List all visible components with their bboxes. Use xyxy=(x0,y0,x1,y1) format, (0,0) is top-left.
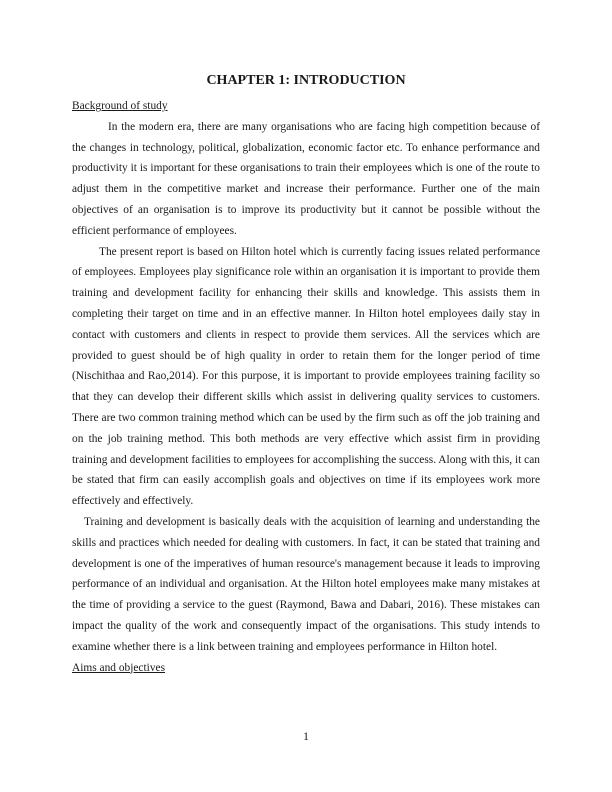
section-heading-background: Background of study xyxy=(72,100,168,112)
paragraph-training-development: Training and development is basically deals with the acquisition of learning and understanding the skills and practices which needed for dealing with customers. In fact, it can be stated that training and development is one of the imperatives of human resource's management because it leads to improving performance of an individual and organisation. At the Hilton hotel employees make many mistakes at the time of providing a service to the guest (Raymond, Bawa and Dabari, 2016). These mistakes can impact the quality of the work and consequently impact of the organisations. This study intends to examine whether there is a link between training and employees performance in Hilton hotel. xyxy=(72,515,540,653)
section-heading-aims: Aims and objectives xyxy=(72,661,166,674)
page-number: 1 xyxy=(303,729,309,743)
page-content xyxy=(72,72,540,678)
chapter-title: CHAPTER 1: INTRODUCTION xyxy=(206,73,406,88)
paragraph-hilton-report: The present report is based on Hilton hotel which is currently facing issues related performance of employees. Employees play significance role within an organisation it is important to provide them training and development facility for enhancing their skills and knowledge. This assists them in completing their target on time and in an effective manner. In Hilton hotel employees daily stay in contact with customers and clients in respect to provide them services. All the services which are provided to guest should be of high quality in order to retain them for the longer period of time (Nischithaa and Rao,2014). For this purpose, it is important to provide employees training facility so that they can develop their different skills which assist in delivering quality services to customers. There are two common training method which can be used by the firm such as off the job training and on the job training method. This both methods are very effective which assist firm in providing training and development facilities to employees for accomplishing the success. Along with this, it can be stated that firm can easily accomplish goals and objectives on time if its employees work more effectively and effectively. xyxy=(72,245,540,508)
paragraph-intro: In the modern era, there are many organisations who are facing high competition because of the changes in technology, political, globalization, economic factor etc. To enhance performance and productivity it is important for these organisations to train their employees which is one of the route to adjust them in the competitive market and increase their performance. Further one of the main objectives of an organisation is to improve its productivity but it cannot be possible without the efficient performance of employees. xyxy=(72,120,540,237)
